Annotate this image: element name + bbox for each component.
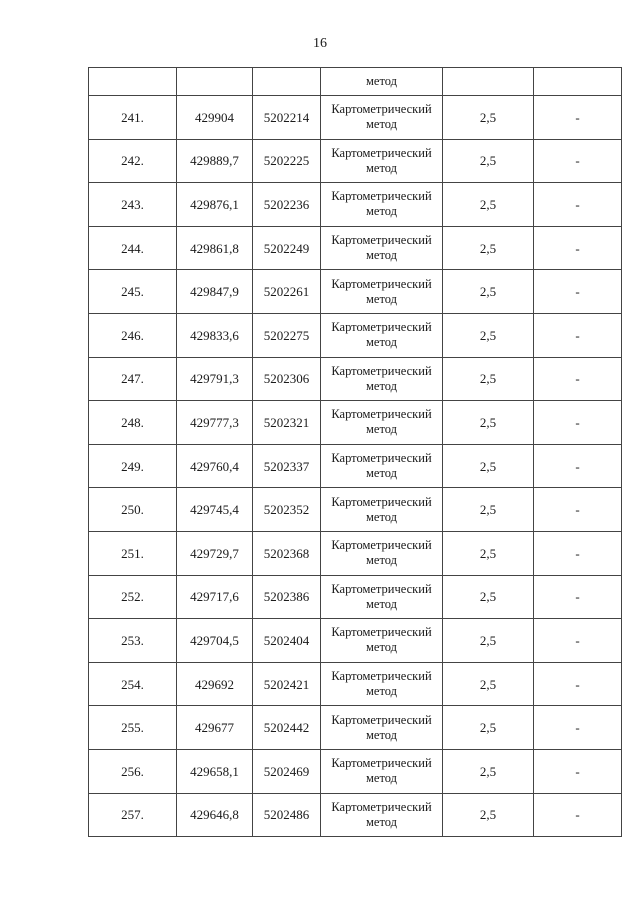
continued-accuracy-cell — [443, 68, 534, 96]
x-coordinate-cell: 429729,7 — [177, 531, 253, 575]
method-line-2: метод — [365, 596, 397, 611]
method-line-1: Картометрический — [331, 189, 432, 204]
note-cell: - — [534, 183, 622, 227]
point-number-cell: 255. — [89, 706, 177, 750]
accuracy-cell: 2,5 — [443, 313, 534, 357]
table-row — [89, 96, 622, 140]
table-row — [89, 488, 622, 532]
y-coordinate-cell: 5202261 — [253, 270, 321, 314]
table-row — [89, 619, 622, 663]
point-number-cell: 249. — [89, 444, 177, 488]
accuracy-cell: 2,5 — [443, 793, 534, 837]
note-cell: - — [534, 662, 622, 706]
point-number-cell: 252. — [89, 575, 177, 619]
method-line-2: метод — [365, 335, 397, 350]
y-coordinate-cell: 5202214 — [253, 96, 321, 140]
method-cell — [321, 313, 443, 357]
point-number-cell: 241. — [89, 96, 177, 140]
table-row — [89, 706, 622, 750]
y-coordinate-cell: 5202442 — [253, 706, 321, 750]
x-coordinate-cell: 429876,1 — [177, 183, 253, 227]
method-cell — [321, 270, 443, 314]
method-cell — [321, 357, 443, 401]
method-line-2: метод — [365, 640, 397, 655]
accuracy-cell: 2,5 — [443, 139, 534, 183]
method-line-2: метод — [365, 160, 397, 175]
accuracy-cell: 2,5 — [443, 357, 534, 401]
table-row — [89, 662, 622, 706]
note-cell: - — [534, 531, 622, 575]
accuracy-cell: 2,5 — [443, 619, 534, 663]
y-coordinate-cell: 5202249 — [253, 226, 321, 270]
method-line-1: Картометрический — [331, 407, 432, 422]
method-line-1: Картометрический — [331, 102, 432, 117]
note-cell: - — [534, 444, 622, 488]
note-cell: - — [534, 139, 622, 183]
method-cell — [321, 706, 443, 750]
table-row — [89, 357, 622, 401]
method-line-2: метод — [365, 814, 397, 829]
method-line-2: метод — [365, 727, 397, 742]
note-cell: - — [534, 619, 622, 663]
point-number-cell: 244. — [89, 226, 177, 270]
x-coordinate-cell: 429847,9 — [177, 270, 253, 314]
accuracy-cell: 2,5 — [443, 575, 534, 619]
table-row — [89, 531, 622, 575]
note-cell: - — [534, 96, 622, 140]
table-row — [89, 139, 622, 183]
point-number-cell: 245. — [89, 270, 177, 314]
note-cell: - — [534, 357, 622, 401]
table-row — [89, 226, 622, 270]
continued-num-cell — [89, 68, 177, 96]
point-number-cell: 251. — [89, 531, 177, 575]
method-line-1: Картометрический — [331, 145, 432, 160]
x-coordinate-cell: 429861,8 — [177, 226, 253, 270]
method-line-2: метод — [365, 204, 397, 219]
point-number-cell: 256. — [89, 749, 177, 793]
x-coordinate-cell: 429717,6 — [177, 575, 253, 619]
x-coordinate-cell: 429791,3 — [177, 357, 253, 401]
method-line-1: Картометрический — [331, 756, 432, 771]
point-number-cell: 253. — [89, 619, 177, 663]
note-cell: - — [534, 226, 622, 270]
x-coordinate-cell: 429646,8 — [177, 793, 253, 837]
note-cell: - — [534, 488, 622, 532]
point-number-cell: 250. — [89, 488, 177, 532]
y-coordinate-cell: 5202421 — [253, 662, 321, 706]
note-cell: - — [534, 749, 622, 793]
point-number-cell: 247. — [89, 357, 177, 401]
method-line-1: Картометрический — [331, 669, 432, 684]
x-coordinate-cell: 429692 — [177, 662, 253, 706]
method-line-2: метод — [365, 422, 397, 437]
page-number: 16 — [313, 36, 327, 51]
method-line-1: Картометрический — [331, 581, 432, 596]
y-coordinate-cell: 5202337 — [253, 444, 321, 488]
method-cell — [321, 488, 443, 532]
accuracy-cell: 2,5 — [443, 488, 534, 532]
continued-x-cell — [177, 68, 253, 96]
point-number-cell: 243. — [89, 183, 177, 227]
y-coordinate-cell: 5202236 — [253, 183, 321, 227]
x-coordinate-cell: 429745,4 — [177, 488, 253, 532]
accuracy-cell: 2,5 — [443, 662, 534, 706]
note-cell: - — [534, 793, 622, 837]
point-number-cell: 257. — [89, 793, 177, 837]
accuracy-cell: 2,5 — [443, 96, 534, 140]
method-line-1: Картометрический — [331, 538, 432, 553]
y-coordinate-cell: 5202225 — [253, 139, 321, 183]
table-row — [89, 401, 622, 445]
method-line-1: Картометрический — [331, 363, 432, 378]
table-row — [89, 444, 622, 488]
x-coordinate-cell: 429777,3 — [177, 401, 253, 445]
point-number-cell: 246. — [89, 313, 177, 357]
x-coordinate-cell: 429889,7 — [177, 139, 253, 183]
table-row — [89, 793, 622, 837]
method-line-2: метод — [365, 684, 397, 699]
method-cell — [321, 183, 443, 227]
y-coordinate-cell: 5202404 — [253, 619, 321, 663]
y-coordinate-cell: 5202368 — [253, 531, 321, 575]
x-coordinate-cell: 429760,4 — [177, 444, 253, 488]
method-line-2: метод — [365, 291, 397, 306]
method-line-2: метод — [365, 117, 397, 132]
x-coordinate-cell: 429833,6 — [177, 313, 253, 357]
y-coordinate-cell: 5202469 — [253, 749, 321, 793]
method-line-1: Картометрический — [331, 799, 432, 814]
method-cell — [321, 575, 443, 619]
method-line-1: Картометрический — [331, 625, 432, 640]
continued-y-cell — [253, 68, 321, 96]
method-line-2: метод — [365, 553, 397, 568]
table-row — [89, 749, 622, 793]
note-cell: - — [534, 401, 622, 445]
accuracy-cell: 2,5 — [443, 401, 534, 445]
method-cell — [321, 96, 443, 140]
accuracy-cell: 2,5 — [443, 444, 534, 488]
table-row — [89, 313, 622, 357]
method-cell — [321, 226, 443, 270]
point-number-cell: 254. — [89, 662, 177, 706]
table-row — [89, 575, 622, 619]
x-coordinate-cell: 429704,5 — [177, 619, 253, 663]
method-cell — [321, 749, 443, 793]
note-cell: - — [534, 706, 622, 750]
table-row — [89, 270, 622, 314]
x-coordinate-cell: 429658,1 — [177, 749, 253, 793]
accuracy-cell: 2,5 — [443, 270, 534, 314]
y-coordinate-cell: 5202486 — [253, 793, 321, 837]
table-row — [89, 183, 622, 227]
method-line-2: метод — [365, 509, 397, 524]
method-cell — [321, 531, 443, 575]
accuracy-cell: 2,5 — [443, 706, 534, 750]
method-line-1: Картометрический — [331, 712, 432, 727]
accuracy-cell: 2,5 — [443, 531, 534, 575]
continued-method-cell: метод — [321, 68, 443, 96]
method-line-1: Картометрический — [331, 494, 432, 509]
method-cell — [321, 619, 443, 663]
method-cell — [321, 793, 443, 837]
method-line-1: Картометрический — [331, 451, 432, 466]
note-cell: - — [534, 575, 622, 619]
x-coordinate-cell: 429677 — [177, 706, 253, 750]
method-cell — [321, 139, 443, 183]
y-coordinate-cell: 5202275 — [253, 313, 321, 357]
y-coordinate-cell: 5202352 — [253, 488, 321, 532]
point-number-cell: 248. — [89, 401, 177, 445]
continued-row — [89, 68, 622, 96]
coordinates-table — [88, 67, 622, 837]
method-line-1: Картометрический — [331, 320, 432, 335]
method-line-2: метод — [365, 771, 397, 786]
method-cell — [321, 662, 443, 706]
accuracy-cell: 2,5 — [443, 183, 534, 227]
method-cell — [321, 444, 443, 488]
method-line-1: Картометрический — [331, 233, 432, 248]
method-line-2: метод — [365, 378, 397, 393]
x-coordinate-cell: 429904 — [177, 96, 253, 140]
accuracy-cell: 2,5 — [443, 749, 534, 793]
method-cell — [321, 401, 443, 445]
method-line-2: метод — [365, 466, 397, 481]
continued-note-cell — [534, 68, 622, 96]
y-coordinate-cell: 5202386 — [253, 575, 321, 619]
method-line-1: Картометрический — [331, 276, 432, 291]
method-line-2: метод — [365, 248, 397, 263]
accuracy-cell: 2,5 — [443, 226, 534, 270]
point-number-cell: 242. — [89, 139, 177, 183]
note-cell: - — [534, 313, 622, 357]
y-coordinate-cell: 5202306 — [253, 357, 321, 401]
y-coordinate-cell: 5202321 — [253, 401, 321, 445]
note-cell: - — [534, 270, 622, 314]
